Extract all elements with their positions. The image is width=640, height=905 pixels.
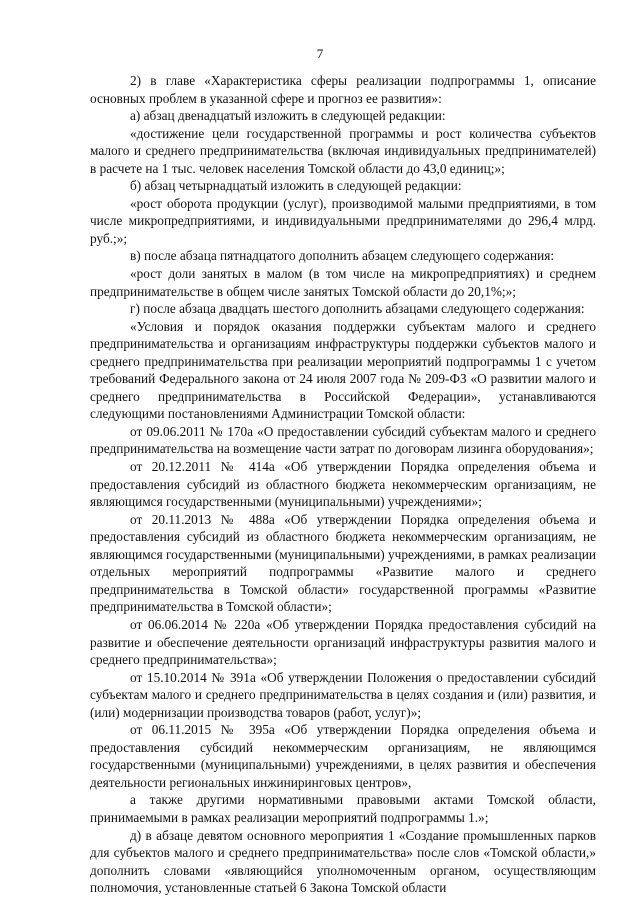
paragraph: а) абзац двенадцатый изложить в следующей редакции: [130, 108, 446, 124]
paragraph: от 06.11.2015 № 395а «Об утверждении Порядка определения объема и предоставления субсидий некоммерческим организациям, не являющимся государственными (муниципальными) учреждениями, в целях развития и обеспечения деятельности региональных инжиниринговых центров», [90, 722, 596, 790]
paragraph: «Условия и порядок оказания поддержки субъектам малого и среднего предпринимательства и организациям инфраструктуры поддержки субъектов малого и среднего предпринимательства при реализации мероприятий подпрограммы 1 с учетом требований Федерального закона от 24 июля 2007 года № 209-ФЗ «О развитии малого и среднего предпринимательства в Российской Федерации», устанавливаются следующими постановлениями Администрации Томской области: [90, 318, 596, 422]
paragraph: г) после абзаца двадцать шестого дополнить абзацами следующего содержания: [130, 301, 585, 317]
paragraph: от 20.11.2013 № 488а «Об утверждении Порядка определения объема и предоставления субсидий из областного бюджета некоммерческим организациям, не являющимся государственными (муниципальными) учреждениями, в рамках реализации отдельных мероприятий подпрограммы «Развитие малого и среднего предпринимательства в Томской области» государственной программы «Развитие предпринимательства в Томской области»; [90, 511, 596, 615]
document-body [90, 72, 596, 897]
paragraph: а также другими нормативными правовыми актами Томской области, принимаемыми в рамках реализации мероприятий подпрограммы 1.»; [90, 792, 596, 825]
paragraph: «рост доли занятых в малом (в том числе на микропредприятиях) и среднем предпринимательстве в общем числе занятых Томской области до 20,1%;»; [90, 266, 596, 299]
paragraph: 2) в главе «Характеристика сферы реализации подпрограммы 1, описание основных проблем в указанной сфере и прогноз ее развития»: [90, 73, 596, 106]
paragraph: от 09.06.2011 № 170а «О предоставлении субсидий субъектам малого и среднего предпринимательства на возмещение части затрат по договорам лизинга оборудования»; [90, 423, 596, 457]
paragraph: «рост оборота продукции (услуг), производимой малыми предприятиями, в том числе микропредприятиями, и индивидуальными предпринимателями до 296,4 млрд. руб.;»; [90, 195, 596, 246]
paragraph: от 20.12.2011 № 414а «Об утверждении Порядка определения объема и предоставления субсидий из областного бюджета некоммерческим организациям, не являющимся государственными (муниципальными) учреждениями»; [90, 459, 596, 510]
paragraph: в) после абзаца пятнадцатого дополнить абзацем следующего содержания: [130, 248, 555, 264]
page-number: 7 [316, 46, 324, 61]
paragraph: от 06.06.2014 № 220а «Об утверждении Порядка предоставления субсидий на развитие и обеспечение деятельности организаций инфраструктуры развития малого и среднего предпринимательства»; [90, 616, 596, 668]
paragraph: от 15.10.2014 № 391а «Об утверждении Положения о предоставлении субсидий субъектам малого и среднего предпринимательства в целях создания и (или) развития, и (или) модернизации производства товаров (работ, услуг)»; [90, 669, 596, 720]
paragraph: д) в абзаце девятом основного мероприятия 1 «Создание промышленных парков для субъектов малого и среднего предпринимательства» после слов «Томской области,» дополнить словами «являющийся уполномоченным органом, осуществляющим полномочия, установленные статьей 6 Закона Томской области [90, 827, 596, 896]
paragraph: «достижение цели государственной программы и рост количества субъектов малого и среднего предпринимательства (включая индивидуальных предпринимателей) в расчете на 1 тыс. человек населения Томской области до 43,0 единиц;»; [90, 125, 596, 176]
paragraph: б) абзац четырнадцатый изложить в следующей редакции: [130, 178, 462, 194]
